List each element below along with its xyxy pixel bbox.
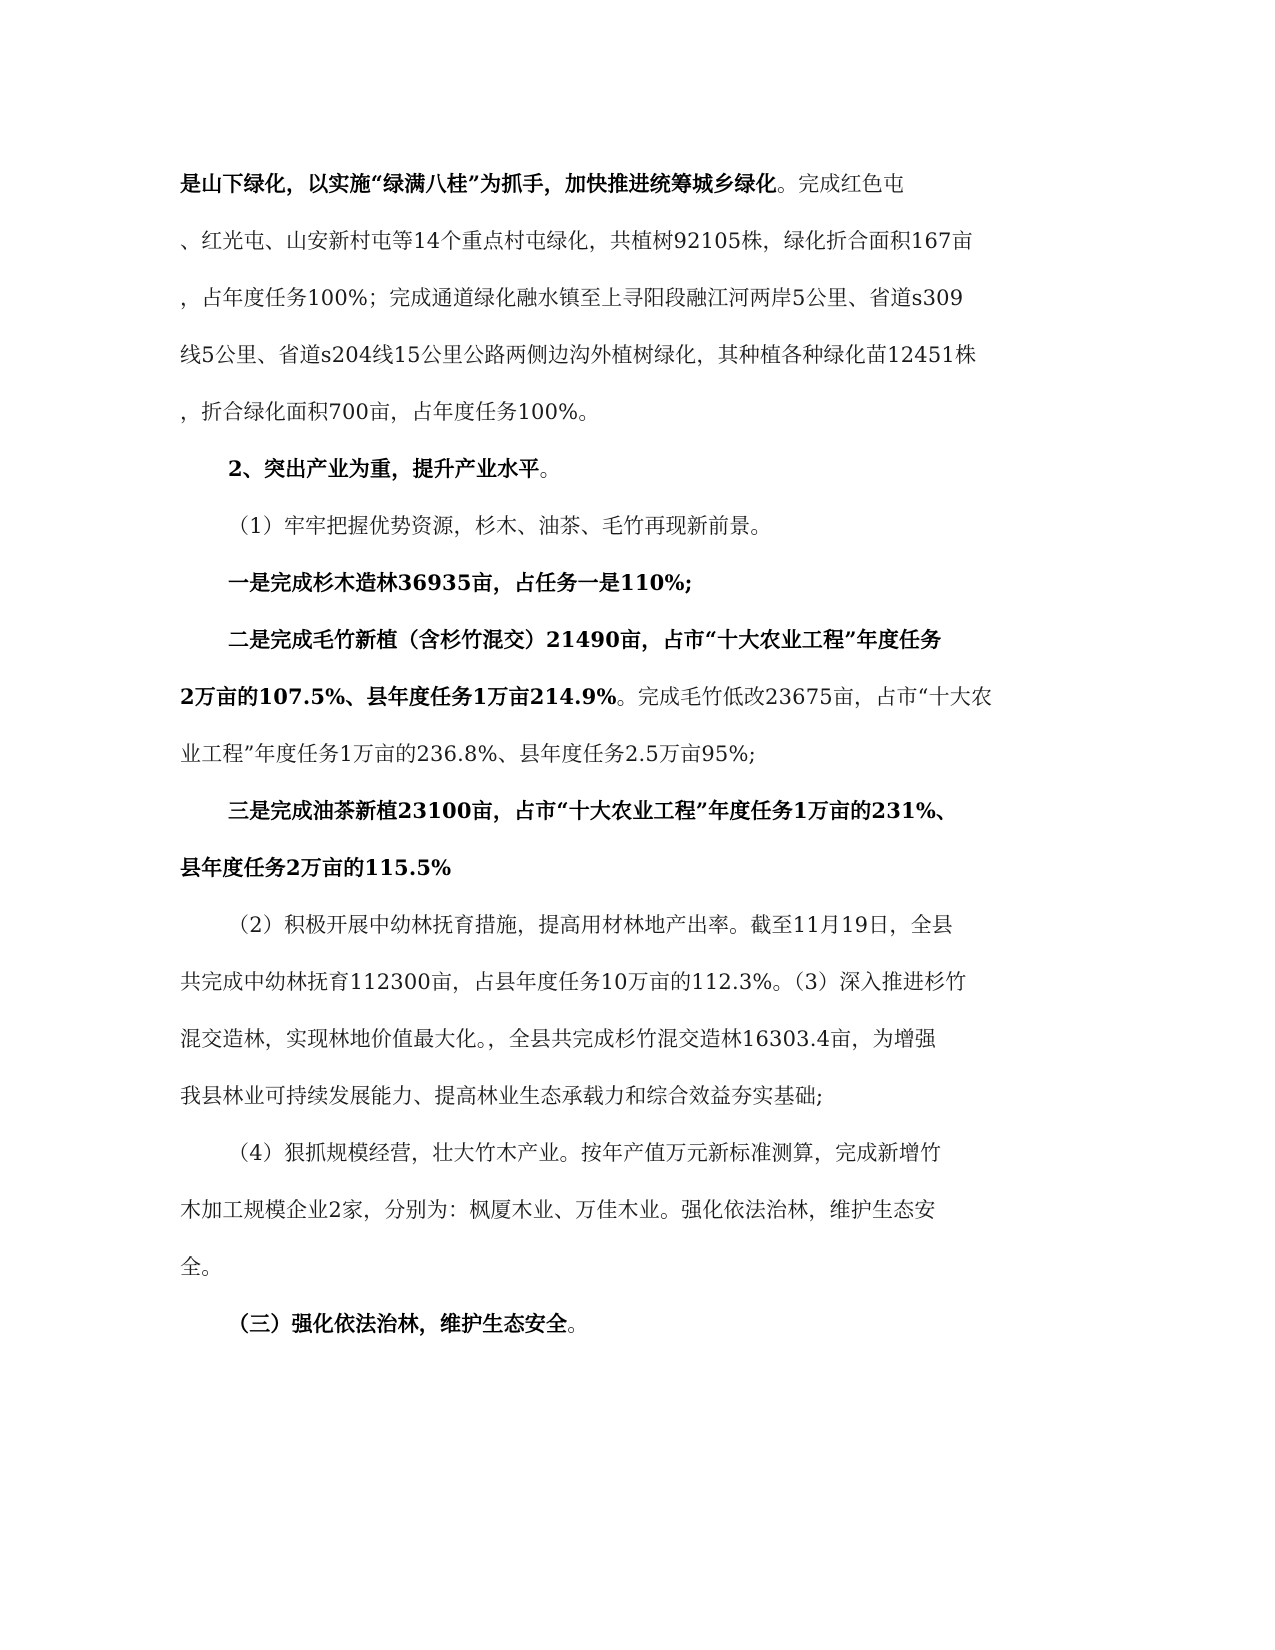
paragraph-line: 共完成中幼林抚育112300亩，占县年度任务10万亩的112.3%。（3）深入推进杉竹 — [180, 970, 967, 994]
text: 。完成毛竹低改23675亩，占市“十大农 — [616, 685, 993, 709]
paragraph-line: ，折合绿化面积700亩，占年度任务100%。 — [180, 400, 600, 424]
text: 。完成红色屯 — [776, 172, 905, 196]
section-heading — [228, 451, 1088, 487]
paragraph-line: 我县林业可持续发展能力、提高林业生态承载力和综合效益夯实基础; — [180, 1084, 824, 1108]
list-item-bold: 三是完成油茶新植23100亩，占市“十大农业工程”年度任务1万亩的231%、 — [228, 798, 958, 823]
paragraph-line: （2）积极开展中幼林抚育措施，提高用材林地产出率。截至11月19日，全县 — [228, 913, 954, 937]
paragraph-line: 全。 — [180, 1255, 223, 1279]
list-item-bold: 二是完成毛竹新植（含杉竹混交）21490亩，占市“十大农业工程”年度任务 — [228, 627, 942, 652]
paragraph-line: ，占年度任务100%；完成通道绿化融水镇至上寻阳段融江河两岸5公里、省道s309 — [180, 286, 964, 310]
list-item-bold: 一是完成杉木造林36935亩，占任务一是110%; — [228, 570, 693, 595]
bold-text: 是山下绿化，以实施“绿满八桂”为抓手，加快推进统筹城乡绿化 — [180, 171, 777, 196]
paragraph-line: 、红光屯、山安新村屯等14个重点村屯绿化，共植树92105株，绿化折合面积167亩 — [180, 229, 973, 253]
list-item-bold: 县年度任务2万亩的115.5% — [180, 855, 452, 880]
section-heading — [228, 1306, 1088, 1342]
subheading: （1）牢牢把握优势资源，杉木、油茶、毛竹再现新前景。 — [228, 514, 772, 538]
paragraph-line — [180, 166, 1040, 202]
bold-text: （三）强化依法治林，维护生态安全 — [228, 1311, 568, 1336]
paragraph-line: 业工程”年度任务1万亩的236.8%、县年度任务2.5万亩95%; — [180, 742, 756, 766]
text: 。 — [567, 1312, 589, 1336]
paragraph-line: 木加工规模企业2家，分别为：枫厦木业、万佳木业。强化依法治林，维护生态安 — [180, 1198, 936, 1222]
bold-text: 2万亩的107.5%、县年度任务1万亩214.9% — [180, 684, 617, 709]
text: 。 — [539, 457, 561, 481]
paragraph-line — [180, 679, 1040, 715]
paragraph-line: 混交造林，实现林地价值最大化。，全县共完成杉竹混交造林16303.4亩，为增强 — [180, 1027, 937, 1051]
paragraph-line: 线5公里、省道s204线15公里公路两侧边沟外植树绿化，其种植各种绿化苗12451株 — [180, 343, 977, 367]
bold-text: 2、突出产业为重，提升产业水平 — [228, 456, 540, 481]
paragraph-line: （4）狠抓规模经营，壮大竹木产业。按年产值万元新标准测算，完成新增竹 — [228, 1141, 942, 1165]
